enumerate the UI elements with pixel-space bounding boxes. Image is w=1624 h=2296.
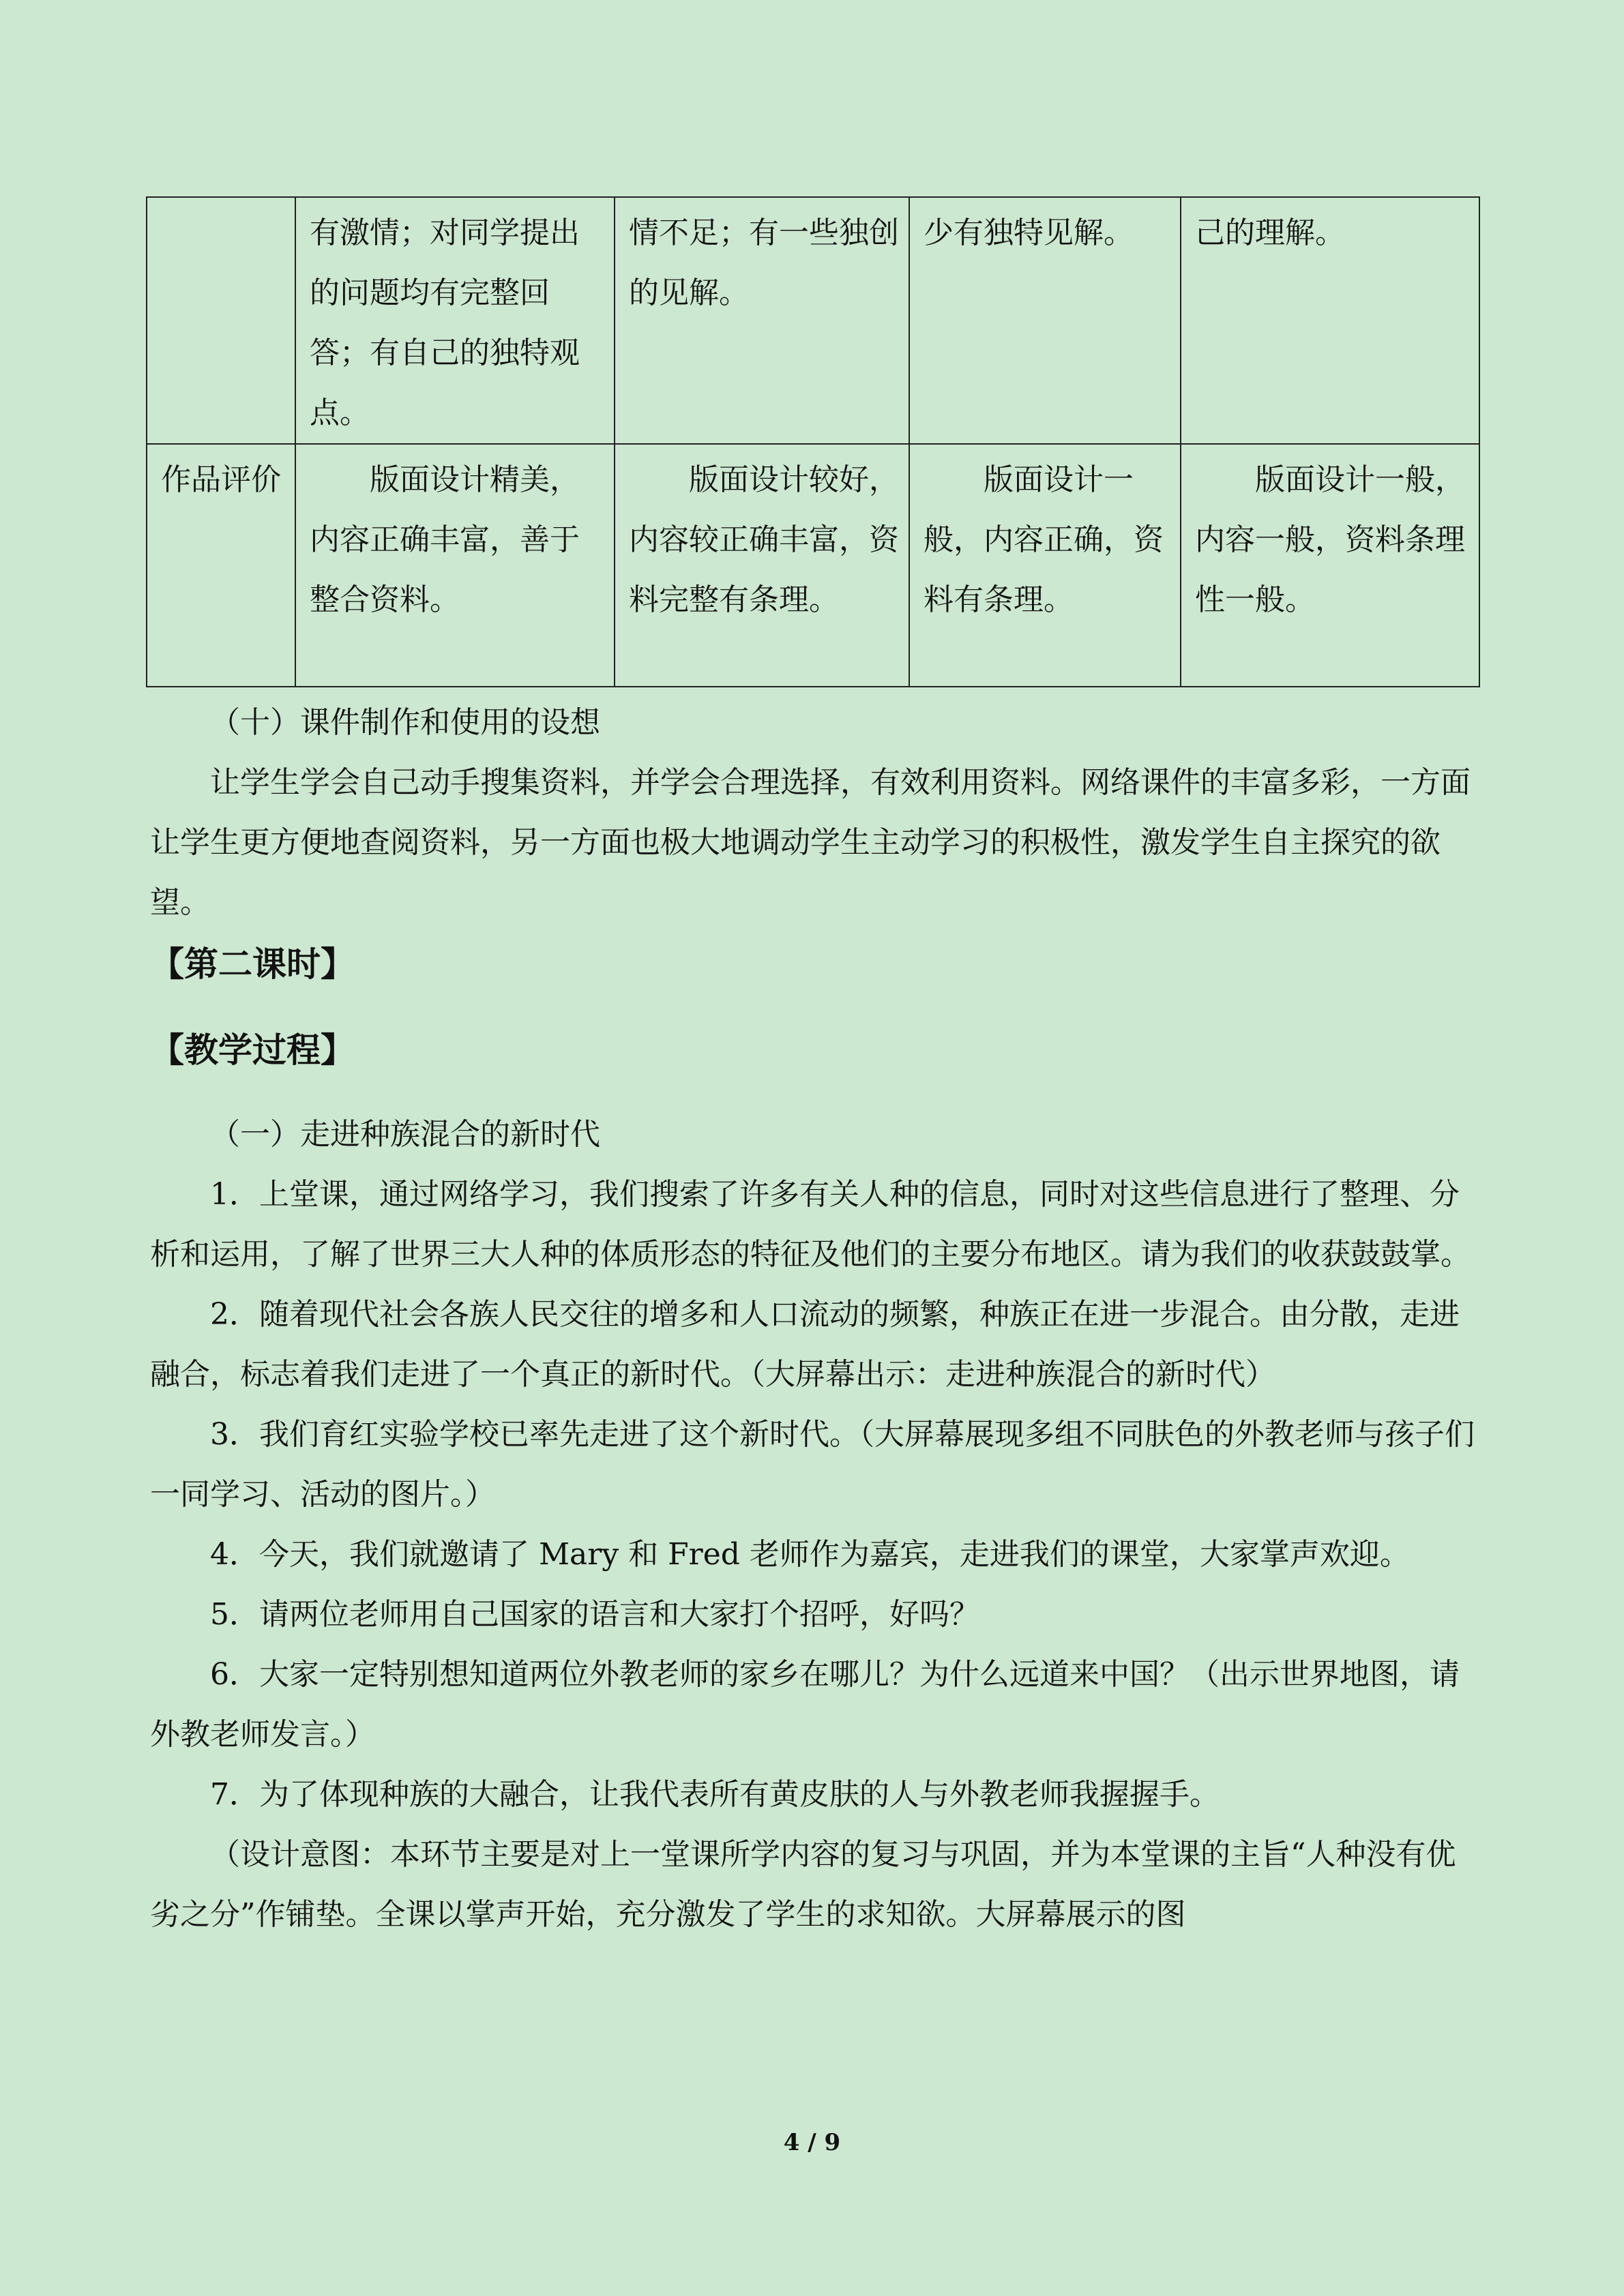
list-item: 7．为了体现种族的大融合，让我代表所有黄皮肤的人与外教老师我握握手。 [210,1777,1220,1812]
table-cell: 情不足；有一些独创的见解。 [615,197,909,444]
table-cell: 版面设计一般，内容正确，资料有条理。 [909,444,1181,687]
table-cell: 少有独特见解。 [909,197,1181,444]
table-cell-label [147,197,295,444]
heading-teaching-process: 【教学过程】 [150,1030,355,1070]
table-row [147,197,1479,444]
section-title: （一）走进种族混合的新时代 [210,1117,600,1152]
table-row [147,444,1479,687]
table-cell: 版面设计精美，内容正确丰富，善于整合资料。 [295,444,615,687]
design-intent: （设计意图：本环节主要是对上一堂课所学内容的复习与巩固，并为本堂课的主旨“人种没有优劣之分”作铺垫。全课以掌声开始，充分激发了学生的求知欲。大屏幕展示的图 [150,1837,1456,1932]
list-item: 2．随着现代社会各族人民交往的增多和人口流动的频繁，种族正在进一步混合。由分散，走进融合，标志着我们走进了一个真正的新时代。（大屏幕出示：走进种族混合的新时代） [150,1297,1460,1392]
section-title: （十）课件制作和使用的设想 [210,705,600,740]
table-cell: 版面设计较好，内容较正确丰富，资料完整有条理。 [615,444,909,687]
list-item: 1．上堂课，通过网络学习，我们搜索了许多有关人种的信息，同时对这些信息进行了整理、分析和运用，了解了世界三大人种的体质形态的特征及他们的主要分布地区。请为我们的收获鼓鼓掌。 [150,1177,1471,1272]
part-1 [150,1105,1479,1945]
list-item: 5．请两位老师用自己国家的语言和大家打个招呼，好吗？ [210,1597,979,1632]
heading-lesson-2: 【第二课时】 [150,944,355,984]
list-item: 6．大家一定特别想知道两位外教老师的家乡在哪儿？为什么远道来中国？（出示世界地图，请外教老师发言。） [150,1657,1460,1752]
table-cell-label: 作品评价 [147,444,295,687]
list-item: 3．我们育红实验学校已率先走进了这个新时代。（大屏幕展现多组不同肤色的外教老师与孩子们一同学习、活动的图片。） [150,1417,1475,1512]
page-number: 4 / 9 [783,2129,841,2156]
paragraph: 让学生学会自己动手搜集资料，并学会合理选择，有效利用资料。网络课件的丰富多彩，一方面让学生更方便地查阅资料，另一方面也极大地调动学生主动学习的积极性，激发学生自主探究的欲望。 [150,765,1471,920]
table-cell: 版面设计一般，内容一般，资料条理性一般。 [1181,444,1479,687]
section-10 [150,693,1479,933]
list-item: 4．今天，我们就邀请了 Mary 和 Fred 老师作为嘉宾，走进我们的课堂，大家掌声欢迎。 [210,1537,1410,1572]
table-cell: 己的理解。 [1181,197,1479,444]
table-cell: 有激情；对同学提出的问题均有完整回答；有自己的独特观点。 [295,197,615,444]
evaluation-table [146,196,1480,687]
